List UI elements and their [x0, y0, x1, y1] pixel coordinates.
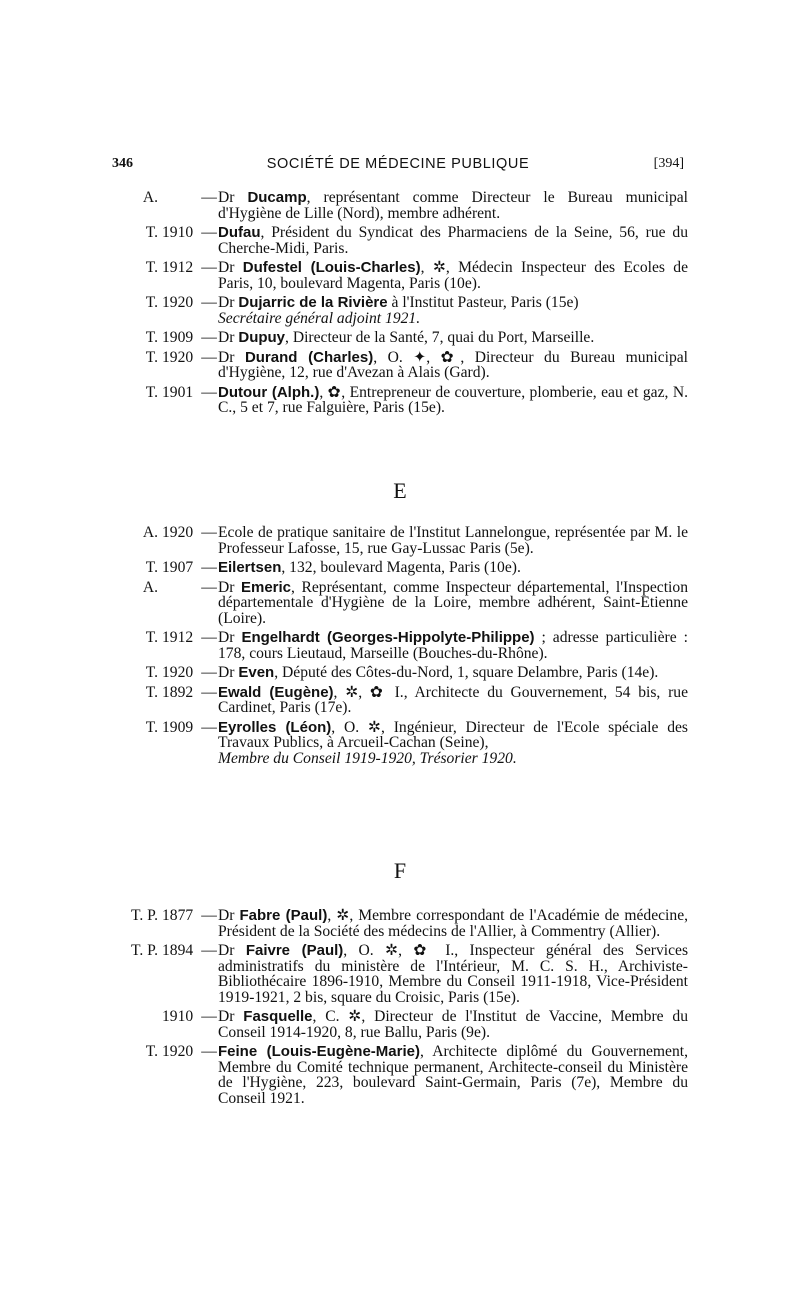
entry [104, 295, 688, 326]
entry [104, 685, 688, 716]
entry [104, 665, 688, 681]
page-reference: [394] [653, 156, 684, 171]
member-details: , Député des Côtes-du-Nord, 1, square Delambre, Paris (14e). [274, 664, 659, 681]
member-name: Dutour (Alph.) [218, 383, 320, 401]
entry-text: —Dr Engelhardt (Georges-Hippolyte-Philippe) ; adresse particulière : 178, cours Lieutaud, Marseille (Bouches-du-Rhône). [201, 629, 688, 662]
entry [104, 1009, 688, 1040]
member-year: 1920 [162, 524, 194, 541]
page-number: 346 [112, 156, 133, 171]
entry-category [104, 560, 200, 576]
entry-text: —Dr Even, Député des Côtes-du-Nord, 1, square Delambre, Paris (14e). [201, 664, 659, 681]
member-type: T. [145, 294, 158, 311]
member-year: 1901 [162, 383, 194, 401]
member-details: , représentant comme Directeur le Bureau municipal d'Hygiène de Lille (Nord), membre adhérent. [218, 189, 688, 222]
member-year: 1877 [162, 907, 194, 924]
member-year: 1912 [162, 259, 194, 276]
entry [104, 580, 688, 627]
member-year: 1892 [162, 683, 194, 701]
member-year: 1909 [162, 718, 194, 736]
member-details: , O. ✲, ✿ I., Inspecteur général des Services administratifs du ministère de l'Intérieur, M. C. S. H., Archiviste-Bibliothécaire 1896-1910, Membre du Conseil 1911-1918, Vice-Président 1919-1921, 2 bis, square du Croisic, Paris (15e). [218, 942, 689, 1006]
member-type: T. [145, 1043, 158, 1060]
entry-category [104, 190, 200, 206]
title-prefix: Dr [218, 294, 239, 311]
title-prefix: Dr [218, 664, 239, 681]
member-type: A. [142, 578, 158, 596]
member-details: , ✲, ✿ I., Architecte du Gouvernement, 54 bis, rue Cardinet, Paris (17e). [218, 683, 688, 716]
entry-text: —Dr Dufestel (Louis-Charles), ✲, Médecin Inspecteur des Ecoles de Paris, 10, boulevard Magenta, Paris (10e). [201, 259, 689, 292]
member-year: 1909 [162, 329, 194, 346]
entry-category [104, 225, 200, 241]
member-type: A. [142, 189, 158, 206]
entry-category [104, 350, 200, 366]
entry-text: —Dr Ducamp, représentant comme Directeur le Bureau municipal d'Hygiène de Lille (Nord), membre adhérent. [201, 189, 688, 222]
title-prefix: Dr [218, 1008, 244, 1025]
member-year: 1920 [162, 1043, 194, 1060]
entry-category [104, 1044, 200, 1060]
entry-category [104, 330, 200, 346]
member-name: Emeric [240, 578, 292, 596]
title-prefix: Dr [218, 942, 246, 959]
member-year: 1910 [162, 1008, 194, 1025]
member-type: T. [145, 683, 158, 701]
member-details: , Président du Syndicat des Pharmaciens de la Seine, 56, rue du Cherche-Midi, Paris. [218, 224, 688, 257]
title-prefix: Dr [218, 578, 241, 596]
entry-category [104, 260, 200, 276]
member-year: 1910 [162, 224, 194, 241]
entry-text: —Dutour (Alph.), ✿, Entrepreneur de couverture, plomberie, eau et gaz, N. C., 5 et 7, rue Falguière, Paris (15e). [201, 383, 688, 416]
member-type: T. [145, 259, 158, 276]
title-prefix: Dr [218, 629, 242, 646]
entry [104, 330, 688, 346]
title-prefix: Dr [218, 189, 248, 206]
member-type: T. [145, 348, 158, 366]
member-name: Dufau [218, 224, 261, 241]
member-details: , ✿, Entrepreneur de couverture, plomberie, eau et gaz, N. C., 5 et 7, rue Falguière, Paris (15e). [218, 383, 688, 416]
member-type: T. P. [130, 942, 158, 959]
member-year: 1894 [162, 942, 194, 959]
entry-category [104, 580, 200, 596]
entries-d [104, 190, 688, 420]
entry [104, 350, 688, 381]
entry-category [104, 630, 200, 646]
entry-category [104, 908, 200, 924]
member-details: ; adresse particulière : 178, cours Lieutaud, Marseille (Bouches-du-Rhône). [218, 629, 688, 662]
entry [104, 225, 688, 256]
member-year: 1920 [162, 348, 194, 366]
entry-text: —Dr Dupuy, Directeur de la Santé, 7, quai du Port, Marseille. [201, 329, 595, 346]
member-type: T. P. [130, 907, 158, 924]
entry-text: —Ewald (Eugène), ✲, ✿ I., Architecte du Gouvernement, 54 bis, rue Cardinet, Paris (17e). [201, 683, 688, 716]
member-name: Durand (Charles) [244, 348, 374, 366]
entry [104, 720, 688, 767]
member-details: , O. ✲, Ingénieur, Directeur de l'Ecole spéciale des Travaux Publics, à Arcueil-Cachan (Seine), [218, 718, 688, 751]
entry-text: —Dr Fasquelle, C. ✲, Directeur de l'Institut de Vaccine, Membre du Conseil 1914-1920, 8, rue Ballu, Paris (9e). [201, 1008, 688, 1041]
entry [104, 943, 688, 1005]
member-details: , 132, boulevard Magenta, Paris (10e). [281, 559, 521, 576]
member-name: Fabre (Paul) [239, 907, 328, 924]
entry-category [104, 665, 200, 681]
section-letter-e: E [393, 478, 407, 503]
member-name: Ducamp [247, 189, 307, 206]
member-details: , ✲, Membre correspondant de l'Académie de médecine, Président de la Société des médecins de l'Allier, à Commentry (Allier). [218, 907, 689, 940]
member-details: à l'Institut Pasteur, Paris (15e) [387, 294, 579, 311]
entry [104, 1044, 688, 1106]
title-prefix: Dr [218, 259, 243, 276]
entry [104, 190, 688, 221]
entry-text: —Dr Faivre (Paul), O. ✲, ✿ I., Inspecteur général des Services administratifs du ministère de l'Intérieur, M. C. S. H., Archiviste-Bibliothécaire 1896-1910, Membre du Conseil 1911-1918, Vice-Président 1919-1921, 2 bis, square du Croisic, Paris (15e). [201, 942, 689, 1006]
member-details: Ecole de pratique sanitaire de l'Institut Lannelongue, représentée par M. le Professeur Lafosse, 15, rue Gay-Lussac Paris (5e). [218, 524, 688, 557]
member-type: T. [145, 329, 158, 346]
member-name: Fasquelle [243, 1008, 313, 1025]
member-name: Eyrolles (Léon) [218, 718, 332, 736]
entry-category [104, 525, 200, 541]
member-details: , ✲, Médecin Inspecteur des Ecoles de Paris, 10, boulevard Magenta, Paris (10e). [218, 259, 689, 292]
entry-text: —Dr Emeric, Représentant, comme Inspecteur départemental, l'Inspection départementale d'Hygiène de la Loire, membre adhérent, Saint-Etienne (Loire). [201, 578, 688, 627]
entry-text: —Eyrolles (Léon), O. ✲, Ingénieur, Directeur de l'Ecole spéciale des Travaux Publics, à Arcueil-Cachan (Seine), Membre du Conseil 1919-1920, Trésorier 1920. [201, 718, 688, 767]
entry [104, 525, 688, 556]
entry [104, 560, 688, 576]
entry-text: —Feine (Louis-Eugène-Marie), Architecte diplômé du Gouvernement, Membre du Comité technique permanent, Architecte-conseil du Ministère de l'Hygiène, 223, boulevard Saint-Germain, Paris (7e), Membre du Conseil 1921. [201, 1043, 688, 1107]
entries-f [104, 908, 688, 1110]
title-prefix: Dr [218, 329, 239, 346]
entry-text: —Dr Fabre (Paul), ✲, Membre correspondant de l'Académie de médecine, Président de la Société des médecins de l'Allier, à Commentry (Allier). [201, 907, 689, 940]
member-name: Dufestel (Louis-Charles) [242, 259, 421, 276]
member-details: , Représentant, comme Inspecteur départemental, l'Inspection départementale d'Hygiène de la Loire, membre adhérent, Saint-Etienne (Loire). [218, 578, 688, 627]
entry [104, 630, 688, 661]
entry-text: —Dr Dujarric de la Rivière à l'Institut Pasteur, Paris (15e) Secrétaire général adjoint 1921. [201, 294, 579, 327]
entry [104, 908, 688, 939]
member-year: 1907 [162, 559, 194, 576]
member-name: Even [238, 664, 275, 681]
member-year: 1912 [162, 629, 194, 646]
member-details: , C. ✲, Directeur de l'Institut de Vaccine, Membre du Conseil 1914-1920, 8, rue Ballu, Paris (9e). [218, 1008, 688, 1041]
member-role: Membre du Conseil 1919-1920, Trésorier 1920. [218, 749, 517, 767]
entry-category [104, 943, 200, 959]
member-details: , Architecte diplômé du Gouvernement, Membre du Comité technique permanent, Architecte-conseil du Ministère de l'Hygiène, 223, boulevard Saint-Germain, Paris (7e), Membre du Conseil 1921. [218, 1043, 688, 1107]
member-name: Faivre (Paul) [245, 942, 344, 959]
entry-category [104, 720, 200, 736]
member-type: T. [145, 718, 158, 736]
member-role: Secrétaire général adjoint 1921. [218, 309, 421, 327]
title-prefix: Dr [218, 907, 240, 924]
title-prefix: Dr [218, 348, 245, 366]
entry-category [104, 385, 200, 401]
member-name: Dujarric de la Rivière [238, 294, 388, 311]
entry-text: —Eilertsen, 132, boulevard Magenta, Paris (10e). [201, 559, 521, 576]
entry [104, 260, 688, 291]
member-details: , Directeur de la Santé, 7, quai du Port, Marseille. [285, 329, 595, 346]
member-year: 1920 [162, 664, 194, 681]
member-name: Ewald (Eugène) [218, 683, 334, 701]
entry-text: —Ecole de pratique sanitaire de l'Institut Lannelongue, représentée par M. le Professeur Lafosse, 15, rue Gay-Lussac Paris (5e). [201, 524, 688, 557]
section-letter-f: F [393, 858, 407, 883]
member-type: T. [145, 629, 158, 646]
member-type: T. [145, 559, 158, 576]
page-header [112, 152, 684, 176]
member-name: Feine (Louis-Eugène-Marie) [218, 1043, 420, 1060]
member-details: , O. ✦, ✿, Directeur du Bureau municipal d'Hygiène, 12, rue d'Avezan à Alais (Gard). [218, 348, 689, 381]
entry-category [104, 685, 200, 701]
entry [104, 385, 688, 416]
member-name: Eilertsen [218, 559, 282, 576]
running-title: SOCIÉTÉ DE MÉDECINE PUBLIQUE [266, 156, 530, 172]
entry-category [104, 1009, 200, 1025]
member-name: Dupuy [238, 329, 286, 346]
member-type: A. [142, 524, 158, 541]
member-type: T. [145, 664, 158, 681]
entries-e [104, 525, 688, 770]
member-type: T. [145, 224, 158, 241]
member-name: Engelhardt (Georges-Hippolyte-Philippe) [241, 629, 535, 646]
member-type: T. [145, 383, 158, 401]
member-year: 1920 [162, 294, 194, 311]
entry-text: —Dufau, Président du Syndicat des Pharmaciens de la Seine, 56, rue du Cherche-Midi, Paris. [201, 224, 688, 257]
entry-category [104, 295, 200, 311]
entry-text: —Dr Durand (Charles), O. ✦, ✿, Directeur du Bureau municipal d'Hygiène, 12, rue d'Avezan à Alais (Gard). [201, 348, 689, 381]
